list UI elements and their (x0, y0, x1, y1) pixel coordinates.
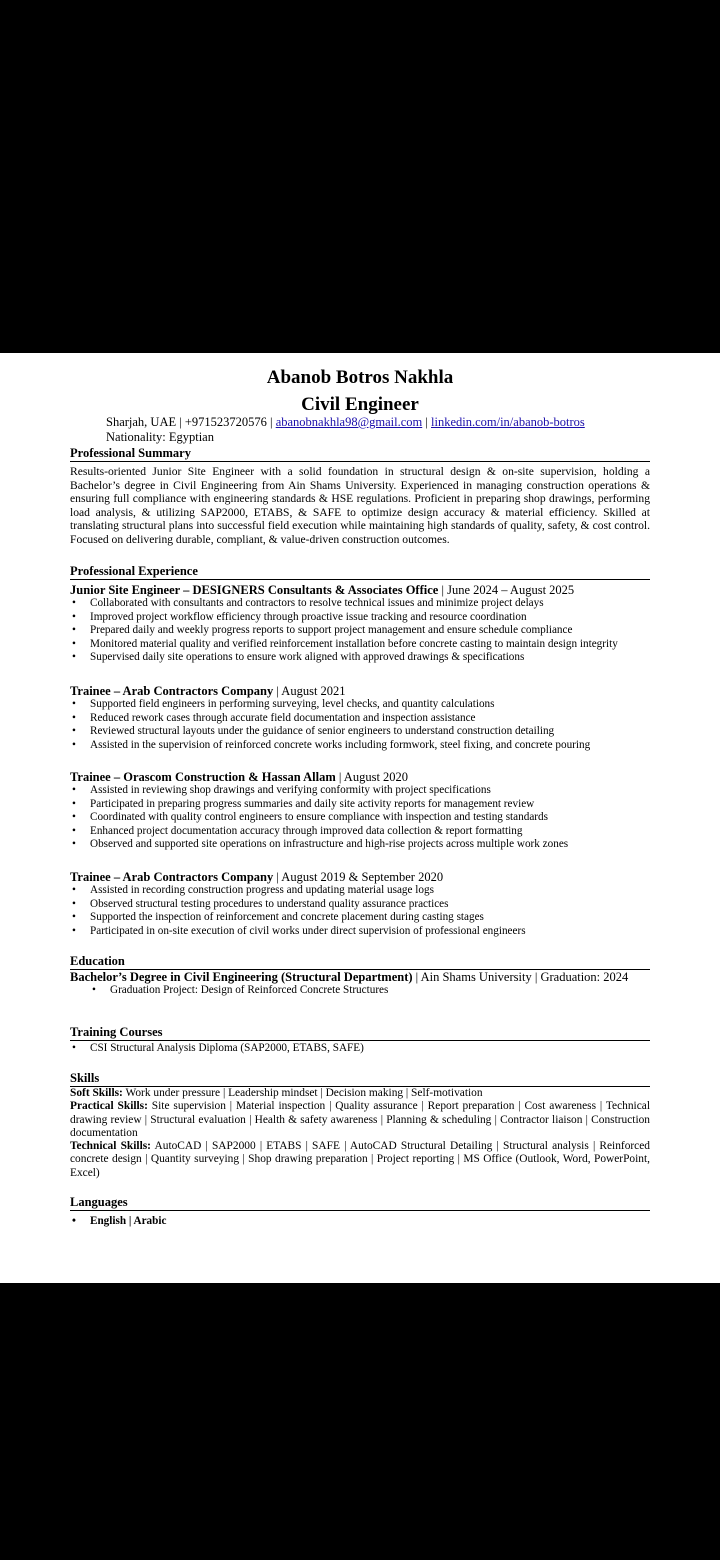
list-item: • Enhanced project documentation accuracy through improved data collection & report formatting (70, 825, 650, 839)
list-item: • Coordinated with quality control engineers to ensure compliance with inspection and testing standards (70, 811, 650, 825)
skills-title: Skills (70, 1071, 650, 1087)
list-item: • Observed and supported site operations on infrastructure and high-rise projects across multiple work zones (70, 838, 650, 852)
summary-section (70, 446, 650, 547)
list-item: • Observed structural testing procedures to understand quality assurance practices (70, 898, 650, 912)
job-role: Trainee – Arab Contractors Company (70, 870, 274, 884)
job-role: Trainee – Orascom Construction & Hassan Allam (70, 770, 336, 784)
linkedin-link[interactable]: linkedin.com/in/abanob-botros (431, 415, 585, 429)
job-entry (70, 867, 650, 938)
languages-section (70, 1195, 650, 1229)
languages-title: Languages (70, 1195, 650, 1211)
list-item: • CSI Structural Analysis Diploma (SAP2000, ETABS, SAFE) (70, 1042, 650, 1056)
experience-title: Professional Experience (70, 564, 650, 580)
list-item: • Prepared daily and weekly progress reports to support project management and ensure schedule compliance (70, 624, 650, 638)
summary-title: Professional Summary (70, 446, 650, 462)
contact-separator: | (422, 415, 431, 429)
list-item: • Reduced rework cases through accurate field documentation and inspection assistance (70, 712, 650, 726)
resume-page (0, 353, 720, 1283)
list-item: • Supervised daily site operations to ensure work aligned with approved drawings & specifications (70, 651, 650, 665)
training-title: Training Courses (70, 1025, 650, 1041)
candidate-role: Civil Engineer (301, 394, 419, 415)
location-phone: Sharjah, UAE | +971523720576 | (106, 415, 276, 429)
practical-skills-label: Practical Skills: (70, 1100, 148, 1113)
job-date: | August 2019 & September 2020 (273, 870, 444, 884)
degree: Bachelor’s Degree in Civil Engineering (Structural Department) (70, 970, 413, 984)
job-role: Trainee – Arab Contractors Company (70, 684, 274, 698)
technical-skills-label: Technical Skills: (70, 1140, 151, 1153)
list-item: • Reviewed structural layouts under the guidance of senior engineers to understand construction detailing (70, 725, 650, 739)
job-entry (70, 583, 650, 665)
list-item: • Supported field engineers in performing surveying, level checks, and quantity calculations (70, 698, 650, 712)
list-item: • Participated in preparing progress summaries and daily site activity reports for management review (70, 798, 650, 812)
soft-skills-label: Soft Skills: (70, 1087, 123, 1099)
job-date: | August 2021 (273, 684, 346, 698)
job-role: Junior Site Engineer – DESIGNERS Consultants & Associates Office (70, 583, 439, 597)
summary-text: Results-oriented Junior Site Engineer with a solid foundation in structural design & on-site supervision, holding a Bachelor’s degree in Civil Engineering from Ain Shams University. Experienced in managing construction operations & ensuring full compliance with engineering standards & HSE regulations. Proficient in preparing shop drawings, performing load analysis, & utilizing SAP2000, ETABS, & SAFE to optimize design accuracy & material efficiency. Skilled at translating structural plans into successful field execution while maintaining high standards of quality, safety, & cost control. Focused on delivering durable, compliant, & value-driven construction outcomes. (70, 465, 650, 546)
education-section (70, 954, 650, 998)
list-item: • Collaborated with consultants and contractors to resolve technical issues and minimize project delays (70, 597, 650, 611)
education-title: Education (70, 954, 650, 970)
job-entry (70, 681, 650, 752)
job-date: | August 2020 (335, 770, 409, 784)
skills-section (70, 1071, 650, 1180)
list-item: • English | Arabic (70, 1215, 650, 1229)
list-item: • Assisted in recording construction progress and updating material usage logs (70, 884, 650, 898)
list-item: • Participated in on-site execution of civil works under direct supervision of professional engineers (70, 925, 650, 939)
contact-info (106, 415, 585, 445)
list-item: • Graduation Project: Design of Reinforced Concrete Structures (90, 984, 650, 998)
practical-skills: Site supervision | Material inspection | Quality assurance | Report preparation | Cost awareness | Technical drawing review | Structural evaluation | Health & safety awareness | Planning & scheduling | Contractor liaison | Construction documentation (70, 1100, 650, 1139)
list-item: • Assisted in reviewing shop drawings and verifying conformity with project specifications (70, 784, 650, 798)
list-item: • Assisted in the supervision of reinforced concrete works including formwork, steel fixing, and concrete pouring (70, 739, 650, 753)
list-item: • Supported the inspection of reinforcement and concrete placement during casting stages (70, 911, 650, 925)
list-item: • Improved project workflow efficiency through proactive issue tracking and resource coordination (70, 611, 650, 625)
job-entry (70, 767, 650, 852)
job-date: | June 2024 – August 2025 (438, 583, 575, 597)
experience-section (70, 564, 650, 665)
degree-details: | Ain Shams University | Graduation: 2024 (412, 970, 629, 984)
list-item: • Monitored material quality and verified reinforcement installation before concrete casting to maintain design integrity (70, 638, 650, 652)
candidate-name: Abanob Botros Nakhla (266, 367, 454, 388)
technical-skills: AutoCAD | SAP2000 | ETABS | SAFE | AutoCAD Structural Detailing | Structural analysis | Reinforced concrete design | Quantity surveying | Shop drawing preparation | Project reporting | MS Office (Outlook, Word, PowerPoint, Excel) (70, 1140, 650, 1179)
training-section (70, 1025, 650, 1056)
email-link[interactable]: abanobnakhla98@gmail.com (275, 415, 423, 429)
nationality: Nationality: Egyptian (106, 430, 214, 444)
soft-skills: Work under pressure | Leadership mindset | Decision making | Self-motivation (122, 1087, 483, 1099)
